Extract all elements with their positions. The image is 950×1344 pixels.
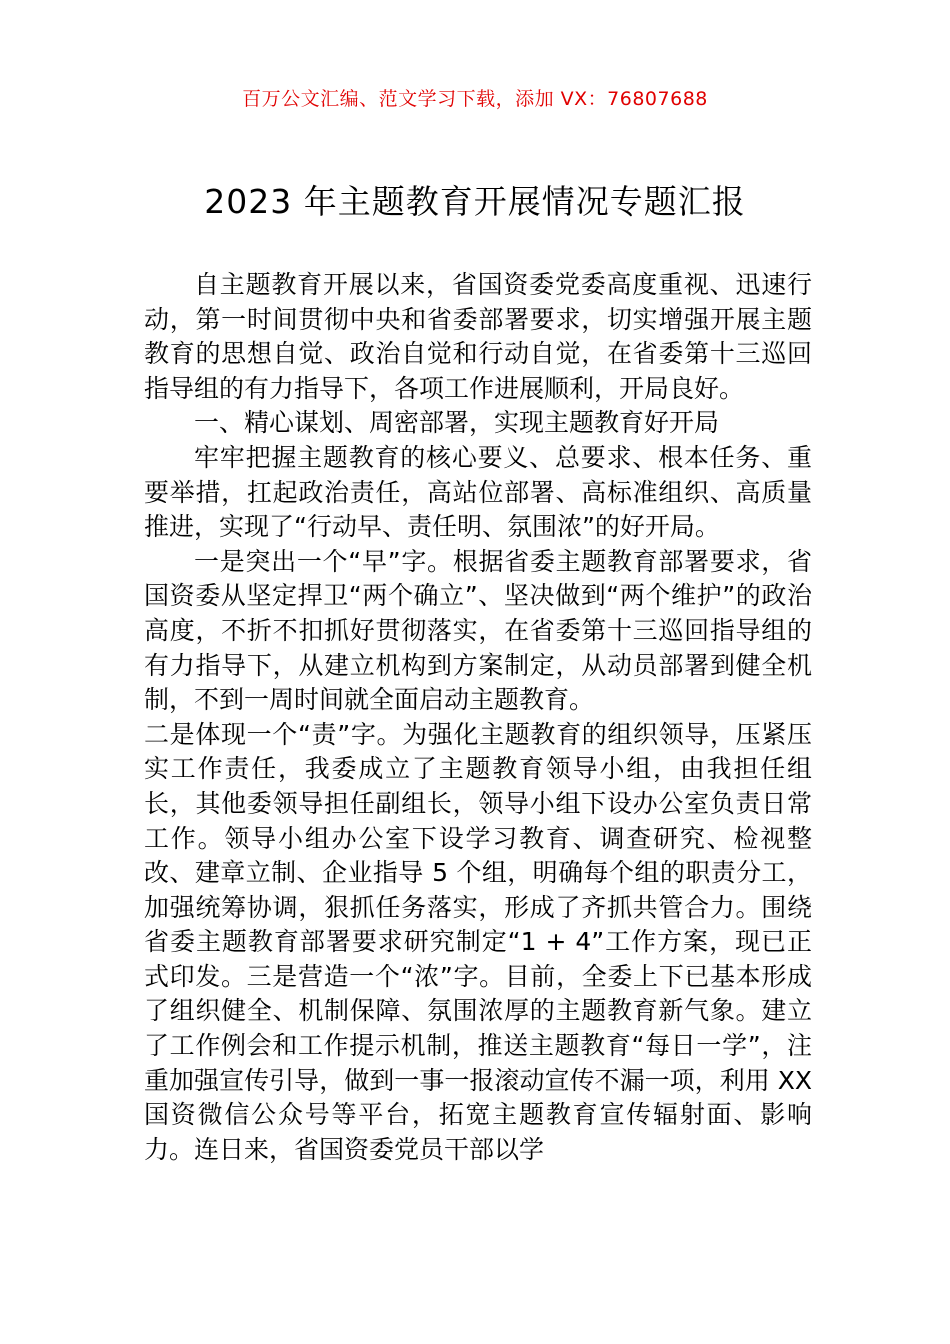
paragraph-responsibility: 二是体现一个“责”字。为强化主题教育的组织领导，压紧压实工作责任，我委成立了主题教育领导小组，由我担任组长，其他委领导担任副组长，领导小组下设办公室负责日常工作。领导小组办公室下设学习教育、调查研究、检视整改、建章立制、企业指导 5 个组，明确每个组的职责分工，加强统筹协调，狠抓任务落实，形成了齐抓共管合力。围绕省委主题教育部署要求研究制定“1 + 4”工作方案，现已正式印发。三是营造一个“浓”字。目前，全委上下已基本形成了组织健全、机制保障、氛围浓厚的主题教育新气象。建立了工作例会和工作提示机制，推送主题教育“每日一学”，注重加强宣传引导，做到一事一报滚动宣传不漏一项，利用 XX 国资微信公众号等平台，拓宽主题教育宣传辐射面、影响力。连日来，省国资委党员干部以学 [144,719,812,1164]
document-title: 2023 年主题教育开展情况专题汇报 [204,182,746,221]
watermark-header: 百万公文汇编、范文学习下载，添加 VX：76807688 [242,88,708,110]
paragraph-overview: 牢牢把握主题教育的核心要义、总要求、根本任务、重要举措，扛起政治责任，高站位部署、高标准组织、高质量推进，实现了“行动早、责任明、氛围浓”的好开局。 [144,442,812,542]
paragraph-intro: 自主题教育开展以来，省国资委党委高度重视、迅速行动，第一时间贯彻中央和省委部署要求，切实增强开展主题教育的思想自觉、政治自觉和行动自觉，在省委第十三巡回指导组的有力指导下，各项工作进展顺利，开局良好。 [144,270,812,403]
paragraph-early: 一是突出一个“早”字。根据省委主题教育部署要求，省国资委从坚定捍卫“两个确立”、坚决做到“两个维护”的政治高度，不折不扣抓好贯彻落实，在省委第十三巡回指导组的有力指导下，从建立机构到方案制定，从动员部署到健全机制，不到一周时间就全面启动主题教育。 [144,546,812,715]
section-heading-1: 一、精心谋划、周密部署，实现主题教育好开局 [194,408,720,438]
document-body [144,268,812,1167]
